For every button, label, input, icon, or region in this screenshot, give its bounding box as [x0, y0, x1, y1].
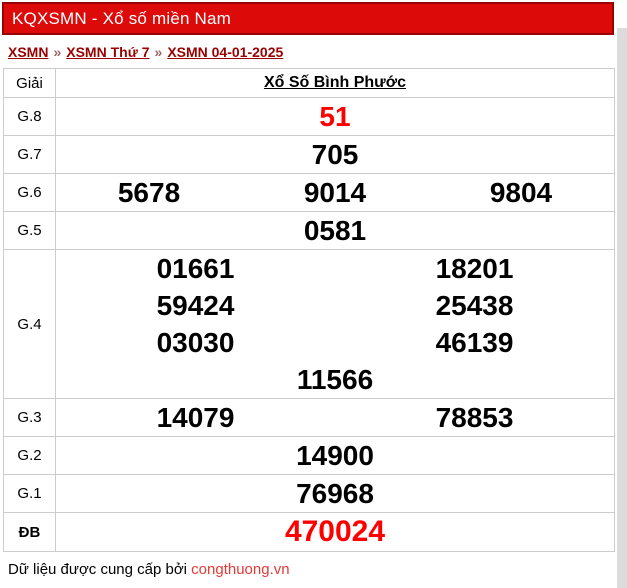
breadcrumb-link-xsmn[interactable]: XSMN — [8, 44, 49, 60]
breadcrumb-separator: » — [154, 44, 163, 60]
footer-source-link[interactable]: congthuong.vn — [191, 561, 290, 578]
prize-label: G.6 — [4, 174, 56, 211]
result-number: 59424 — [156, 289, 235, 321]
result-number: 470024 — [284, 515, 386, 548]
result-number: 705 — [311, 138, 359, 170]
breadcrumb-link-xsmn-date[interactable]: XSMN 04-01-2025 — [167, 44, 284, 60]
result-number: 0581 — [303, 214, 367, 246]
result-number: 78853 — [435, 401, 514, 433]
table-row-g6 — [4, 174, 614, 212]
prize-label: G.8 — [4, 98, 56, 135]
result-line — [56, 287, 614, 324]
result-number: 9804 — [489, 176, 553, 208]
result-number: 46139 — [435, 326, 514, 358]
table-header-row — [4, 69, 614, 98]
table-row-g5 — [4, 212, 614, 250]
result-number: 51 — [319, 100, 351, 132]
result-number: 01661 — [156, 252, 235, 284]
result-line — [56, 324, 614, 361]
result-line — [56, 361, 614, 398]
result-number: 14900 — [296, 439, 374, 471]
station-link[interactable]: Xổ Số Bình Phước — [263, 74, 407, 91]
breadcrumb-link-xsmn-thu7[interactable]: XSMN Thứ 7 — [66, 44, 150, 60]
result-number: 11566 — [296, 363, 374, 395]
table-row-g4 — [4, 250, 614, 399]
result-number: 14079 — [156, 401, 235, 433]
table-row-g2 — [4, 437, 614, 475]
result-number: 03030 — [156, 326, 235, 358]
result-number: 25438 — [435, 289, 514, 321]
results-table — [3, 68, 615, 552]
result-number: 5678 — [117, 176, 181, 208]
table-row-g7 — [4, 136, 614, 174]
prize-label: G.5 — [4, 212, 56, 249]
prize-label: G.1 — [4, 475, 56, 512]
result-number: 18201 — [435, 252, 514, 284]
table-row-g1 — [4, 475, 614, 513]
prize-label: G.4 — [4, 250, 56, 398]
footer-text: Dữ liệu được cung cấp bởi — [8, 561, 192, 578]
prize-column-header: Giải — [4, 69, 56, 97]
scrollbar[interactable] — [617, 28, 627, 588]
table-row-g3 — [4, 399, 614, 437]
prize-label: G.7 — [4, 136, 56, 173]
breadcrumb-separator: » — [53, 44, 62, 60]
page-title: KQXSMN - Xổ số miền Nam — [12, 8, 232, 28]
result-line — [56, 250, 614, 287]
breadcrumb — [0, 35, 627, 68]
result-number: 76968 — [296, 477, 374, 509]
result-number: 9014 — [303, 176, 367, 208]
table-row-db — [4, 513, 614, 551]
prize-label: G.2 — [4, 437, 56, 474]
prize-label: ĐB — [4, 513, 56, 551]
title-bar — [2, 2, 614, 35]
footer — [0, 552, 627, 587]
table-row-g8 — [4, 98, 614, 136]
prize-label: G.3 — [4, 399, 56, 436]
